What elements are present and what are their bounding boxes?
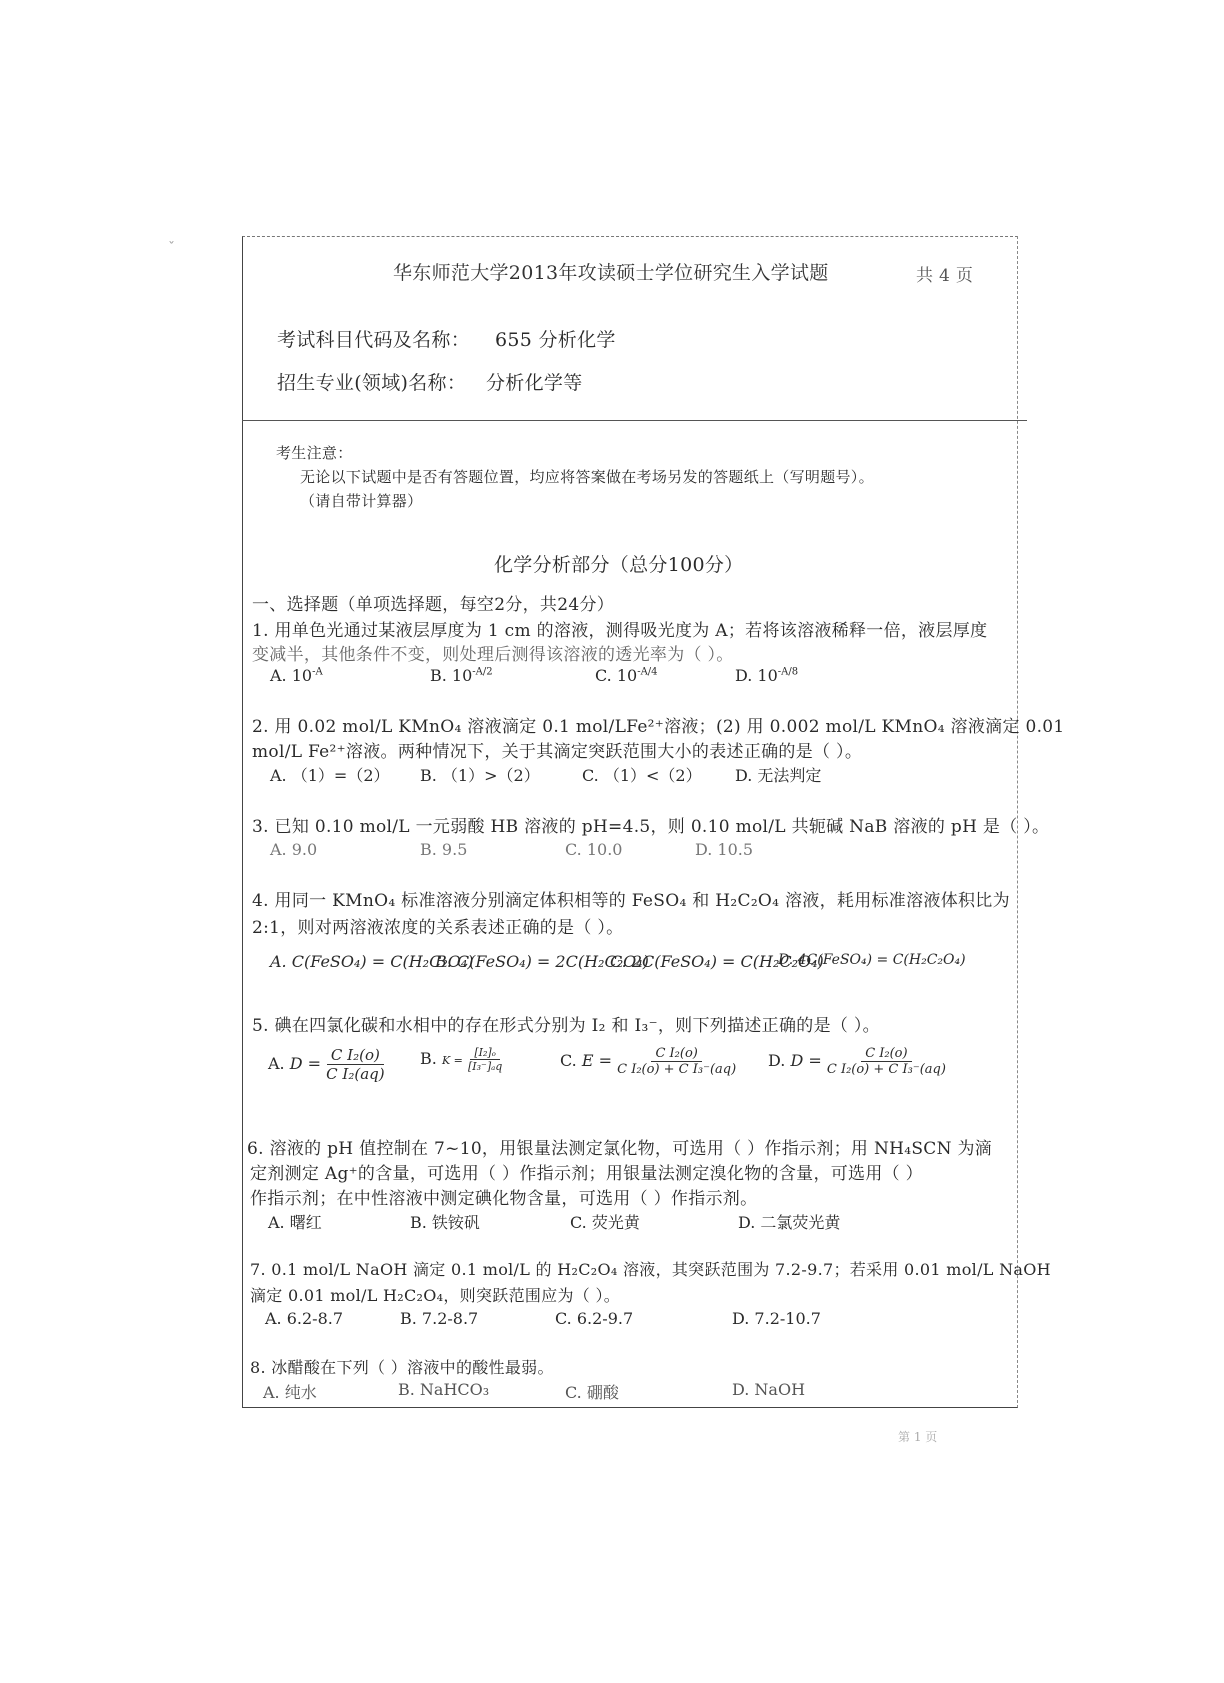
page-count: 共 4 页 — [916, 266, 974, 286]
q4-option-a: A. C(FeSO₄) = C(H₂C₂O₄) — [270, 952, 474, 971]
q5-option-b: B. K = $\frac{\text{[I₂]ₒ}}{\text{[I₃⁻]ₐq}}$ — [420, 1046, 503, 1073]
question-6-line-1: 6. 溶液的 pH 值控制在 7~10，用银量法测定氯化物，可选用（ ）作指示剂；用 NH₄SCN 为滴 — [247, 1139, 993, 1159]
notice-line-2: （请自带计算器） — [300, 492, 423, 510]
q3-option-d: D. 10.5 — [695, 840, 754, 859]
q2-option-b: B. （1）>（2） — [420, 766, 540, 785]
q5-option-d: D. D = $\frac{\text{C I₂(o)}}{\text{C I₂(o) + C I₃⁻(aq)}}$ — [768, 1046, 946, 1077]
q5-option-c: C. E = $\frac{\text{C I₂(o)}}{\text{C I₂(o) + C I₃⁻(aq)}}$ — [560, 1046, 737, 1077]
q3-option-a: A. 9.0 — [270, 840, 318, 859]
q3-option-b: B. 9.5 — [420, 840, 468, 859]
question-2-line-2: mol/L Fe²⁺溶液。两种情况下，关于其滴定突跃范围大小的表述正确的是（ ）。 — [252, 742, 863, 762]
header-divider — [242, 420, 1027, 421]
q1-option-d: D. $10^{-A/8}$ — [735, 666, 799, 685]
exam-title: 华东师范大学2013年攻读硕士学位研究生入学试题 — [393, 262, 829, 284]
q4-option-c: C. 2C(FeSO₄) = C(H₂C₂O₄) — [610, 952, 824, 971]
q7-option-a: A. 6.2-8.7 — [265, 1309, 344, 1328]
question-3-line-1: 3. 已知 0.10 mol/L 一元弱酸 HB 溶液的 pH=4.5，则 0.10 mol/L 共轭碱 NaB 溶液的 pH 是（ ）。 — [252, 817, 1050, 837]
q8-option-b: B. NaHCO₃ — [398, 1380, 490, 1399]
q4-option-d: D. 4C(FeSO₄) = C(H₂C₂O₄) — [778, 952, 966, 968]
q1-option-a: A. $10^{-A}$ — [270, 666, 323, 685]
question-6-line-3: 作指示剂；在中性溶液中测定碘化物含量，可选用（ ）作指示剂。 — [250, 1189, 758, 1209]
major-label: 招生专业(领域)名称： — [277, 372, 467, 394]
subject-value: 655 分析化学 — [495, 329, 616, 351]
q4-option-b: B. C(FeSO₄) = 2C(H₂C₂O₄) — [435, 952, 649, 971]
question-1-line-1: 1. 用单色光通过某液层厚度为 1 cm 的溶液，测得吸光度为 A；若将该溶液稀释一倍，液层厚度 — [252, 621, 988, 641]
question-1-line-2: 变减半，其他条件不变，则处理后测得该溶液的透光率为（ ）。 — [252, 645, 734, 665]
q3-option-c: C. 10.0 — [565, 840, 623, 859]
q1-option-c: C. $10^{-A/4}$ — [595, 666, 658, 685]
question-8-line-1: 8. 冰醋酸在下列（ ）溶液中的酸性最弱。 — [250, 1358, 554, 1377]
question-6-line-2: 定剂测定 Ag⁺的含量，可选用（ ）作指示剂；用银量法测定溴化物的含量，可选用（ ） — [250, 1164, 923, 1184]
notice-line-1: 无论以下试题中是否有答题位置，均应将答案做在考场另发的答题纸上（写明题号）。 — [300, 468, 874, 486]
question-4-line-1: 4. 用同一 KMnO₄ 标准溶液分别滴定体积相等的 FeSO₄ 和 H₂C₂O₄ 溶液，耗用标准溶液体积比为 — [252, 891, 1010, 911]
q2-option-d: D. 无法判定 — [735, 766, 822, 785]
q6-option-c: C. 荧光黄 — [570, 1213, 640, 1232]
q8-option-d: D. NaOH — [732, 1380, 806, 1399]
q1-option-b: B. $10^{-A/2}$ — [430, 666, 493, 685]
part-title: 一、选择题（单项选择题，每空2分，共24分） — [252, 595, 615, 615]
q6-option-d: D. 二氯荧光黄 — [738, 1213, 841, 1232]
section-title: 化学分析部分（总分100分） — [494, 554, 744, 576]
notice-label: 考生注意： — [276, 444, 353, 462]
q6-option-b: B. 铁铵矾 — [410, 1213, 480, 1232]
question-7-line-1: 7. 0.1 mol/L NaOH 滴定 0.1 mol/L 的 H₂C₂O₄ 溶液，其突跃范围为 7.2-9.7；若采用 0.01 mol/L NaOH — [250, 1260, 1051, 1279]
q6-option-a: A. 曙红 — [268, 1213, 322, 1232]
q8-option-a: A. 纯水 — [263, 1383, 317, 1402]
major-value: 分析化学等 — [486, 372, 583, 394]
subject-label: 考试科目代码及名称： — [277, 329, 471, 351]
q2-option-a: A. （1）=（2） — [270, 766, 390, 785]
q5-option-a: A. D = $\frac{\text{C I₂(o)}}{\text{C I₂(aq)}}$ — [268, 1046, 385, 1083]
q8-option-c: C. 硼酸 — [565, 1383, 619, 1402]
q7-option-c: C. 6.2-9.7 — [555, 1309, 634, 1328]
q7-option-b: B. 7.2-8.7 — [400, 1309, 479, 1328]
question-4-line-2: 2:1，则对两溶液浓度的关系表述正确的是（ ）。 — [252, 918, 624, 938]
page-footer: 第 1 页 — [898, 1430, 938, 1444]
q2-option-c: C. （1）<（2） — [582, 766, 702, 785]
question-2-line-1: 2. 用 0.02 mol/L KMnO₄ 溶液滴定 0.1 mol/LFe²⁺溶液；(2) 用 0.002 mol/L KMnO₄ 溶液滴定 0.01 — [252, 717, 1065, 737]
scan-mark: ˇ — [168, 240, 175, 256]
q7-option-d: D. 7.2-10.7 — [732, 1309, 821, 1328]
question-5-line-1: 5. 碘在四氯化碳和水相中的存在形式分别为 I₂ 和 I₃⁻，则下列描述正确的是（ ）。 — [252, 1016, 880, 1036]
question-7-line-2: 滴定 0.01 mol/L H₂C₂O₄，则突跃范围应为（ ）。 — [250, 1286, 621, 1305]
